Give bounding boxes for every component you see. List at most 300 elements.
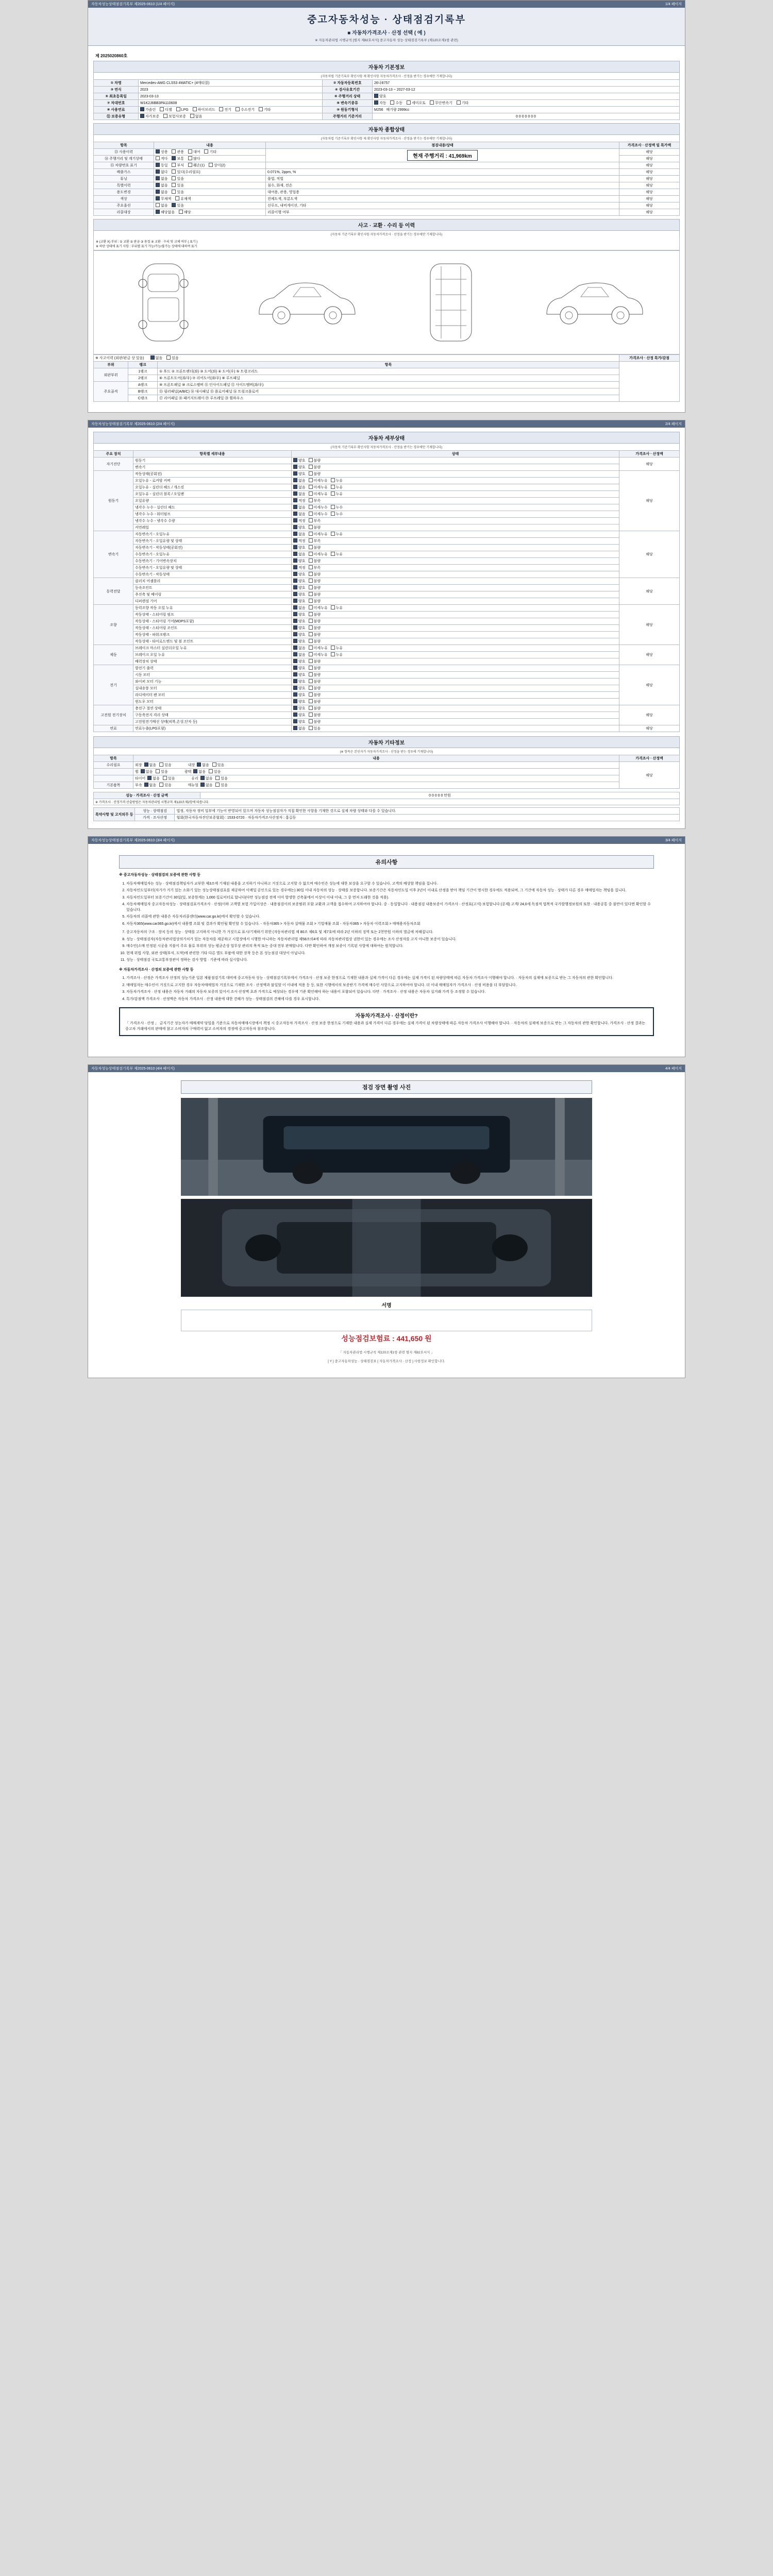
checkbox-양호[interactable] — [293, 585, 306, 590]
checkbox-양호[interactable] — [293, 558, 306, 564]
detail-item-options — [292, 665, 619, 672]
checkbox-box — [293, 579, 297, 583]
detail-item-label: 자동변속기 - 작동상태(공회전) — [133, 545, 292, 551]
checkbox-fuel-ev[interactable]: 전기 — [219, 107, 231, 112]
checkbox-누유[interactable] — [331, 478, 343, 483]
detail-item-label: 커먼레일 — [133, 524, 292, 531]
section-accident-title: 사고 · 교환 · 수리 등 이력 — [93, 219, 680, 231]
basic-label-3: ③ 연식 — [94, 87, 139, 93]
checkbox-fuel-hydrogen[interactable]: 수소전기 — [236, 107, 255, 112]
checkbox-mileage-high[interactable]: 많다 — [188, 156, 200, 161]
checkbox-불량[interactable] — [309, 679, 321, 684]
detail-item-label: 작동상태 - 스티어링 조인트 — [133, 625, 292, 632]
checkbox-미세누유[interactable] — [309, 552, 328, 557]
checkbox-fuel-diesel[interactable]: 디젤 — [160, 107, 172, 112]
checkbox-불량[interactable] — [309, 465, 321, 470]
checkbox-있음[interactable] — [309, 726, 321, 731]
checkbox-누유[interactable] — [331, 646, 343, 651]
checkbox-광택-있음[interactable] — [209, 769, 221, 774]
checkbox-양호[interactable] — [293, 672, 306, 677]
notice-list-3 — [126, 976, 654, 1002]
checkbox-mileage-low[interactable]: 적다 — [156, 156, 168, 161]
checkbox-usechange-yes[interactable]: 있음 — [172, 190, 184, 195]
checkbox-외장-있음[interactable] — [159, 762, 172, 768]
checkbox-special-none[interactable]: 없음 — [156, 183, 168, 188]
table-row — [94, 80, 680, 87]
checkbox-option-yes[interactable]: 있음 — [172, 203, 184, 208]
checkbox-불량[interactable] — [309, 471, 321, 477]
notice-list-2 — [126, 930, 654, 963]
checkbox-fuel-etc[interactable]: 기타 — [259, 107, 271, 112]
checkbox-box — [293, 471, 297, 476]
checkbox-accident-none[interactable]: 없음 — [150, 355, 163, 361]
checkbox-양호[interactable] — [293, 692, 306, 698]
checkbox-usage-etc[interactable]: 기타 — [204, 149, 216, 155]
checkbox-label: 불량 — [313, 700, 321, 704]
checkbox-label: 누유 — [335, 606, 343, 610]
checkbox-양호[interactable] — [293, 458, 306, 463]
etc-row-options — [133, 769, 619, 775]
checkbox-box — [309, 659, 313, 663]
checkbox-누유[interactable] — [331, 652, 343, 657]
checkbox-box — [309, 599, 313, 603]
checkbox-불량[interactable] — [309, 706, 321, 711]
checkbox-usage-rental[interactable]: 대여 — [188, 149, 200, 155]
checkbox-불량[interactable] — [309, 686, 321, 691]
detail-item-label: 자동변속기 - 오일유량 및 상태 — [133, 538, 292, 545]
overall-row-8-name: 주요옵션 — [94, 202, 154, 209]
table-row — [94, 162, 680, 169]
checkbox-미세누유[interactable] — [309, 492, 328, 497]
checkbox-부족[interactable] — [309, 538, 321, 544]
detail-item-options — [292, 504, 619, 511]
checkbox-불량[interactable] — [309, 558, 321, 564]
footer-note-2: [ Y ] 중고자동차성능 · 상태점검표 [ 자동차가격조사 · 산정 ] 사항정보 확인합니다. — [328, 1360, 445, 1363]
checkbox-내장-없음[interactable] — [197, 762, 209, 768]
checkbox-label: 양호 — [298, 580, 306, 583]
checkbox-mileage-normal[interactable]: 보통 — [172, 156, 184, 161]
checkbox-fuel-gasoline[interactable]: 가솔린 — [140, 107, 156, 112]
section-detail-note: (자동차 기준기록부 확인사항 자동차가격조사 · 산정을 받기는 경우에만 기재합니다) — [93, 444, 680, 450]
checkbox-없음[interactable] — [293, 532, 306, 537]
checkbox-없음[interactable] — [293, 646, 306, 651]
checkbox-양호[interactable] — [293, 666, 306, 671]
checkbox-label: 누유 — [335, 486, 343, 489]
checkbox-없음[interactable] — [293, 478, 306, 483]
checkbox-label: 없음 — [298, 486, 306, 489]
checkbox-usechange-none[interactable]: 없음 — [156, 190, 168, 195]
accident-rank-2: 2랭크 — [128, 375, 158, 382]
checkbox-label: 불량 — [313, 560, 321, 563]
checkbox-label: 없음 — [298, 653, 306, 657]
notice-item: 1. 가격조사 · 산정은 가격조사 산정의 성능기준 일본 제품점검기록 대비에 중고자동차 성능 · 상태점검기록부에서 가격조사 · 산정 보증 한정으로 기재한 내용과 실제 가격이 다른 경우에는 실제 가격이 된 차량상태에 따른 자동차 가격조사 이행해야 합니다. · 자동차의 실제에 보증으로 받는 그 자동차의 관한 확인합니다. — [126, 976, 654, 981]
car-damage-diagram — [93, 250, 680, 354]
checkbox-없음[interactable] — [293, 512, 306, 517]
overall-col-2: 점검내용/상태 — [266, 142, 619, 149]
checkbox-transmission-semi[interactable]: 세미오토 — [407, 100, 426, 106]
checkbox-불량[interactable] — [309, 458, 321, 463]
checkbox-불량[interactable] — [309, 632, 321, 637]
checkbox-광택-없음[interactable] — [193, 769, 206, 774]
checkbox-유리-있음[interactable] — [215, 776, 228, 781]
checkbox-inspection-ok[interactable]: 양호 — [374, 94, 386, 99]
table-row — [94, 202, 680, 209]
checkbox-양호[interactable] — [293, 592, 306, 597]
checkbox-양호[interactable] — [293, 579, 306, 584]
checkbox-emission-need-repair[interactable]: 있다(수리필요) — [172, 170, 200, 175]
checkbox-box — [293, 572, 297, 576]
etc-group-name: 기본품목 — [94, 782, 133, 789]
checkbox-불량[interactable] — [309, 579, 321, 584]
checkbox-box — [309, 605, 313, 609]
basic-label-11: ⑪ 보증유형 — [94, 113, 139, 120]
basic-value-8 — [373, 100, 680, 107]
checkbox-불량[interactable] — [309, 713, 321, 718]
detail-group-name: 변속기 — [94, 531, 133, 578]
window-title-2: 자동차성능상태점검기록부 제2025-0610 (2/4 페이지) — [91, 422, 175, 426]
checkbox-vin-damage[interactable]: 훼손(1) — [188, 163, 205, 168]
accident-legend-2: ※ 하단 상태에 표기 사항 : 부위별 표기 가능/가능/불가능 상태에 대하여 표기 — [96, 245, 197, 248]
checkbox-양호[interactable] — [293, 599, 306, 604]
checkbox-accident-yes[interactable]: 있음 — [166, 355, 179, 361]
basic-label-7: ⑦ 차대번호 — [94, 100, 139, 107]
checkbox-label: 양호 — [298, 707, 306, 710]
checkbox-불량[interactable] — [309, 659, 321, 664]
overall-row-0-name: ⑬ 사용이력 — [94, 149, 154, 156]
checkbox-양호[interactable] — [293, 632, 306, 637]
checkbox-label: 양호 — [298, 600, 306, 603]
checkbox-label: 양호 — [298, 673, 306, 677]
car-top-view-icon — [125, 259, 202, 346]
table-row — [94, 545, 680, 551]
checkbox-box — [309, 639, 313, 643]
checkbox-불량[interactable] — [309, 592, 321, 597]
checkbox-양호[interactable] — [293, 625, 306, 631]
checkbox-양호[interactable] — [293, 619, 306, 624]
checkbox-휠-없음[interactable] — [141, 769, 153, 774]
notice-item: 2. 매매업자는 매수인이 거짓으로 고지한 경우 자동차매매업자 거짓으로 기재한 조사 · 산정액과 불일할 이 이내에 적용 등 등, 또한 시행에서의 보증받기 가격에 매수인 사항으로 고지하여야 합니다. 더 이내 매매업자가 가격조사 · 산정 비용을 더 부담합니다. — [126, 983, 654, 989]
table-row — [94, 196, 680, 202]
checkbox-불량[interactable] — [309, 612, 321, 617]
checkbox-불량[interactable] — [309, 672, 321, 677]
checkbox-누수[interactable] — [331, 512, 343, 517]
checkbox-transmission-etc[interactable]: 기타 — [457, 100, 469, 106]
checkbox-부족[interactable] — [309, 518, 321, 523]
checkbox-부족[interactable] — [309, 498, 321, 503]
detail-group-price: 해당 — [619, 471, 680, 531]
etc-sub-label: 광택 — [184, 770, 192, 774]
table-row — [94, 518, 680, 524]
checkbox-option-none[interactable]: 없음 — [156, 203, 168, 208]
checkbox-label: 양호 — [298, 620, 306, 623]
detail-group-price: 해당 — [619, 531, 680, 578]
checkbox-transmission-auto[interactable]: 자동 — [374, 100, 386, 106]
checkbox-box — [293, 538, 297, 543]
checkbox-label: 없음 — [298, 606, 306, 610]
checkbox-label: 불량 — [313, 459, 321, 463]
checkbox-부속-없음[interactable] — [144, 783, 157, 788]
checkbox-special-yes[interactable]: 있음 — [172, 183, 184, 188]
checkbox-label: 없음 — [298, 493, 306, 496]
detail-group-price: 해당 — [619, 705, 680, 725]
checkbox-부족[interactable] — [309, 565, 321, 570]
document-number — [93, 50, 680, 61]
checkbox-누유[interactable] — [331, 605, 343, 611]
checkbox-box — [309, 686, 313, 690]
checkbox-미세누유[interactable] — [309, 478, 328, 483]
section-overall — [93, 123, 680, 216]
checkbox-warranty-none[interactable]: 없음 — [190, 114, 203, 119]
checkbox-label: 없음 — [153, 777, 160, 781]
accident-part-outer: 외판부위 — [94, 368, 128, 382]
checkbox-불량[interactable] — [309, 619, 321, 624]
checkbox-불량[interactable] — [309, 639, 321, 644]
checkbox-적정[interactable] — [293, 565, 306, 570]
checkbox-누유[interactable] — [331, 552, 343, 557]
detail-group-name: 조향 — [94, 605, 133, 645]
checkbox-양호[interactable] — [293, 706, 306, 711]
checkbox-없음[interactable] — [293, 652, 306, 657]
checkbox-box — [209, 769, 213, 773]
checkbox-label: 양호 — [298, 459, 306, 463]
checkbox-box — [309, 498, 313, 502]
checkbox-타이어-있음[interactable] — [163, 776, 175, 781]
checkbox-부속-있음[interactable] — [159, 783, 172, 788]
window-titlebar-3 — [88, 837, 685, 844]
notice-head-2: ※ 자동차가격조사 · 산정의 보증에 관한 사항 등 — [119, 968, 194, 972]
checkbox-불량[interactable] — [309, 625, 321, 631]
table-row — [94, 699, 680, 705]
overall-row-3-right: 해당 — [619, 169, 680, 176]
checkbox-타이어-없음[interactable] — [147, 776, 160, 781]
checkbox-양호[interactable] — [293, 525, 306, 530]
checkbox-vin-diff[interactable]: 상이(2) — [209, 163, 225, 168]
table-row — [94, 799, 680, 805]
checkbox-없음[interactable] — [293, 726, 306, 731]
table-row — [94, 113, 680, 120]
detail-item-label: 윈도우 모터 — [133, 699, 292, 705]
checkbox-warranty-insurance[interactable]: 보험사보증 — [163, 114, 186, 119]
notice-title: 유의사항 — [119, 855, 654, 869]
detail-item-options — [292, 518, 619, 524]
overall-row-7-note: 전체도색, 부분도색 — [266, 196, 619, 202]
detail-item-label: 라디에이터 팬 모터 — [133, 692, 292, 699]
table-row — [94, 618, 680, 625]
checkbox-양호[interactable] — [293, 639, 306, 644]
checkbox-usage-commercial[interactable]: 상용 — [156, 149, 168, 155]
checkbox-없음[interactable] — [293, 485, 306, 490]
table-row — [94, 565, 680, 571]
window-title-4: 자동차성능상태점검기록부 제2025-0610 (4/4 페이지) — [91, 1067, 175, 1071]
checkbox-외장-없음[interactable] — [144, 762, 157, 768]
checkbox-없음[interactable] — [293, 492, 306, 497]
checkbox-적정[interactable] — [293, 518, 306, 523]
checkbox-없음[interactable] — [293, 552, 306, 557]
checkbox-미세누유[interactable] — [309, 652, 328, 657]
checkbox-누유[interactable] — [331, 492, 343, 497]
etc-table-body — [94, 762, 680, 789]
checkbox-매뉴얼-없음[interactable] — [200, 783, 213, 788]
detail-item-options — [292, 719, 619, 725]
checkbox-양호[interactable] — [293, 465, 306, 470]
overall-row-2-opts — [154, 162, 266, 169]
checkbox-box — [331, 492, 335, 496]
checkbox-box — [159, 783, 163, 787]
etc-col-0: 항목 — [94, 755, 133, 762]
checkbox-양호[interactable] — [293, 699, 306, 704]
checkbox-label: 불량 — [313, 693, 321, 697]
checkbox-양호[interactable] — [293, 572, 306, 577]
table-row — [94, 769, 680, 775]
checkbox-내장-있음[interactable] — [212, 762, 225, 768]
checkbox-불량[interactable] — [309, 666, 321, 671]
checkbox-양호[interactable] — [293, 686, 306, 691]
checkbox-box — [293, 458, 297, 462]
accident-items-1: ① 후드 ② 프론트팬더(좌) ③ 도어(좌) ④ 도어(우) ⑤ 트렁크리드 — [158, 368, 619, 375]
etc-group-name: 수리필요 — [94, 762, 133, 769]
notice-item: 8. 성능 · 상태점검자(자동차관리법상의가치가 있는 자동차를 제공하고 시험장에서 시행한 아니하는 자동차관리법 제58조의4에 따라 자동차관리법상 권한이 있는 경우에는 조사 산정자를 고지 아니한 보증이 있습니다. — [126, 937, 654, 943]
checkbox-미세누유[interactable] — [309, 646, 328, 651]
checkbox-label: 없음 — [298, 553, 306, 556]
checkbox-미세누유[interactable] — [309, 485, 328, 490]
checkbox-label: 미세누유 — [313, 553, 328, 556]
checkbox-미세누유[interactable] — [309, 532, 328, 537]
checkbox-label: 누유 — [335, 493, 343, 496]
checkbox-label: 적정 — [298, 499, 306, 503]
checkbox-box — [293, 686, 297, 690]
checkbox-label: 불량 — [313, 573, 321, 577]
detail-item-options — [292, 638, 619, 645]
detail-item-options — [292, 625, 619, 632]
table-row — [94, 478, 680, 484]
checkbox-불량[interactable] — [309, 572, 321, 577]
checkbox-box — [309, 525, 313, 529]
car-side-left-icon — [253, 274, 361, 331]
checkbox-label: 적정 — [298, 539, 306, 543]
checkbox-color-achromatic[interactable]: 무채색 — [156, 196, 171, 201]
signature-box[interactable] — [181, 1310, 592, 1331]
checkbox-warranty-self[interactable]: 자가보증 — [140, 114, 159, 119]
checkbox-label: 누유 — [335, 479, 343, 483]
overall-row-4-name: 튜닝 — [94, 176, 154, 182]
checkbox-없음[interactable] — [293, 605, 306, 611]
checkbox-fuel-lpg[interactable]: LPG — [176, 107, 189, 112]
detail-item-label: 와이퍼 모터 기능 — [133, 679, 292, 685]
checkbox-적정[interactable] — [293, 538, 306, 544]
checkbox-tuning-none[interactable]: 없음 — [156, 176, 168, 181]
checkbox-transmission-cvt[interactable]: 무단변속기 — [430, 100, 452, 106]
detail-item-options — [292, 545, 619, 551]
notice-item: 6. 자동차365(www.car365.go.kr)에서 내용별 조회 및 결과가 확인될 확인할 수 있습니다. - 자동차365 > 자동차 실매물 조회 > 기업매물 조회 - 자동차365 > 자동차 이력조회 > 매매용자동차조회 — [126, 922, 654, 927]
checkbox-미세누수[interactable] — [309, 505, 328, 510]
checkbox-recall-yes[interactable]: 해당 — [179, 210, 191, 215]
checkbox-box — [309, 512, 313, 516]
detail-col-3: 가격조사 · 산정액 — [619, 451, 680, 457]
overall-row-0-right: 해당 — [619, 149, 680, 156]
checkbox-양호[interactable] — [293, 713, 306, 718]
checkbox-양호[interactable] — [293, 679, 306, 684]
checkbox-label: 양호 — [298, 472, 306, 476]
checkbox-양호[interactable] — [293, 545, 306, 550]
detail-item-options — [292, 591, 619, 598]
overall-row-2-name: ⑮ 차량번호 표기 — [94, 162, 154, 169]
checkbox-label: 양호 — [298, 700, 306, 704]
price-note: ※ 가격조사 · 산정가격 산출방법은 자동차관리법 시행규칙 제120조제2항에 따릅니다. — [94, 799, 680, 805]
checkbox-불량[interactable] — [309, 699, 321, 704]
accident-head-rank: 랭크 — [128, 362, 158, 368]
checkbox-누유[interactable] — [331, 532, 343, 537]
basic-value-5: 2023-03-13 — [139, 93, 323, 100]
checkbox-불량[interactable] — [309, 525, 321, 530]
checkbox-label: 미세누수 — [313, 513, 328, 516]
checkbox-불량[interactable] — [309, 545, 321, 550]
checkbox-누수[interactable] — [331, 505, 343, 510]
detail-item-options — [292, 658, 619, 665]
checkbox-유리-없음[interactable] — [200, 776, 213, 781]
checkbox-적정[interactable] — [293, 498, 306, 503]
document-header — [88, 8, 685, 46]
checkbox-color-chromatic[interactable]: 유채색 — [175, 196, 191, 201]
window-page-4: 4/4 페이지 — [665, 1067, 682, 1071]
checkbox-label: 누유 — [335, 647, 343, 650]
checkbox-불량[interactable] — [309, 585, 321, 590]
checkbox-vin-corrosion[interactable]: 부식 — [172, 163, 184, 168]
checkbox-box — [293, 652, 297, 656]
checkbox-fuel-hybrid[interactable]: 하이브리드 — [193, 107, 215, 112]
checkbox-양호[interactable] — [293, 659, 306, 664]
checkbox-transmission-manual[interactable]: 수동 — [390, 100, 402, 106]
checkbox-box — [293, 492, 297, 496]
checkbox-vin-same[interactable]: 동일 — [156, 163, 168, 168]
overall-row-8-opts — [154, 202, 266, 209]
checkbox-tuning-yes[interactable]: 있음 — [172, 176, 184, 181]
checkbox-불량[interactable] — [309, 599, 321, 604]
checkbox-없음[interactable] — [293, 505, 306, 510]
checkbox-휠-있음[interactable] — [156, 769, 168, 774]
checkbox-양호[interactable] — [293, 471, 306, 477]
checkbox-매뉴얼-있음[interactable] — [215, 783, 228, 788]
checkbox-recall-na[interactable]: 해당없음 — [156, 210, 175, 215]
checkbox-불량[interactable] — [309, 692, 321, 698]
detail-item-label: 동력조향 작동 오일 누유 — [133, 605, 292, 612]
checkbox-box — [309, 619, 313, 623]
checkbox-label: 있음 — [213, 770, 221, 774]
detail-item-label: 냉각수 누수 - 실린더 헤드 — [133, 504, 292, 511]
checkbox-usage-government[interactable]: 관용 — [172, 149, 184, 155]
checkbox-불량[interactable] — [309, 719, 321, 724]
checkbox-emission-none[interactable]: 없다 — [156, 170, 168, 175]
detail-item-options — [292, 464, 619, 471]
table-header-row — [94, 755, 680, 762]
checkbox-box — [309, 692, 313, 697]
inspection-fee-value: 441,650 원 — [396, 1334, 432, 1343]
basic-value-7: W1K2J6BB3PA110608 — [139, 100, 323, 107]
overall-row-6-opts — [154, 189, 266, 196]
checkbox-label: 불량 — [313, 620, 321, 623]
checkbox-box — [293, 505, 297, 509]
table-header-row — [94, 142, 680, 149]
accident-detail-table — [93, 354, 680, 402]
basic-value-11 — [139, 113, 323, 120]
checkbox-양호[interactable] — [293, 612, 306, 617]
checkbox-누유[interactable] — [331, 485, 343, 490]
checkbox-미세누유[interactable] — [309, 605, 328, 611]
checkbox-미세누수[interactable] — [309, 512, 328, 517]
detail-item-options — [292, 478, 619, 484]
checkbox-box — [293, 713, 297, 717]
etc-sub-label: 매뉴얼 — [188, 784, 198, 787]
checkbox-양호[interactable] — [293, 719, 306, 724]
